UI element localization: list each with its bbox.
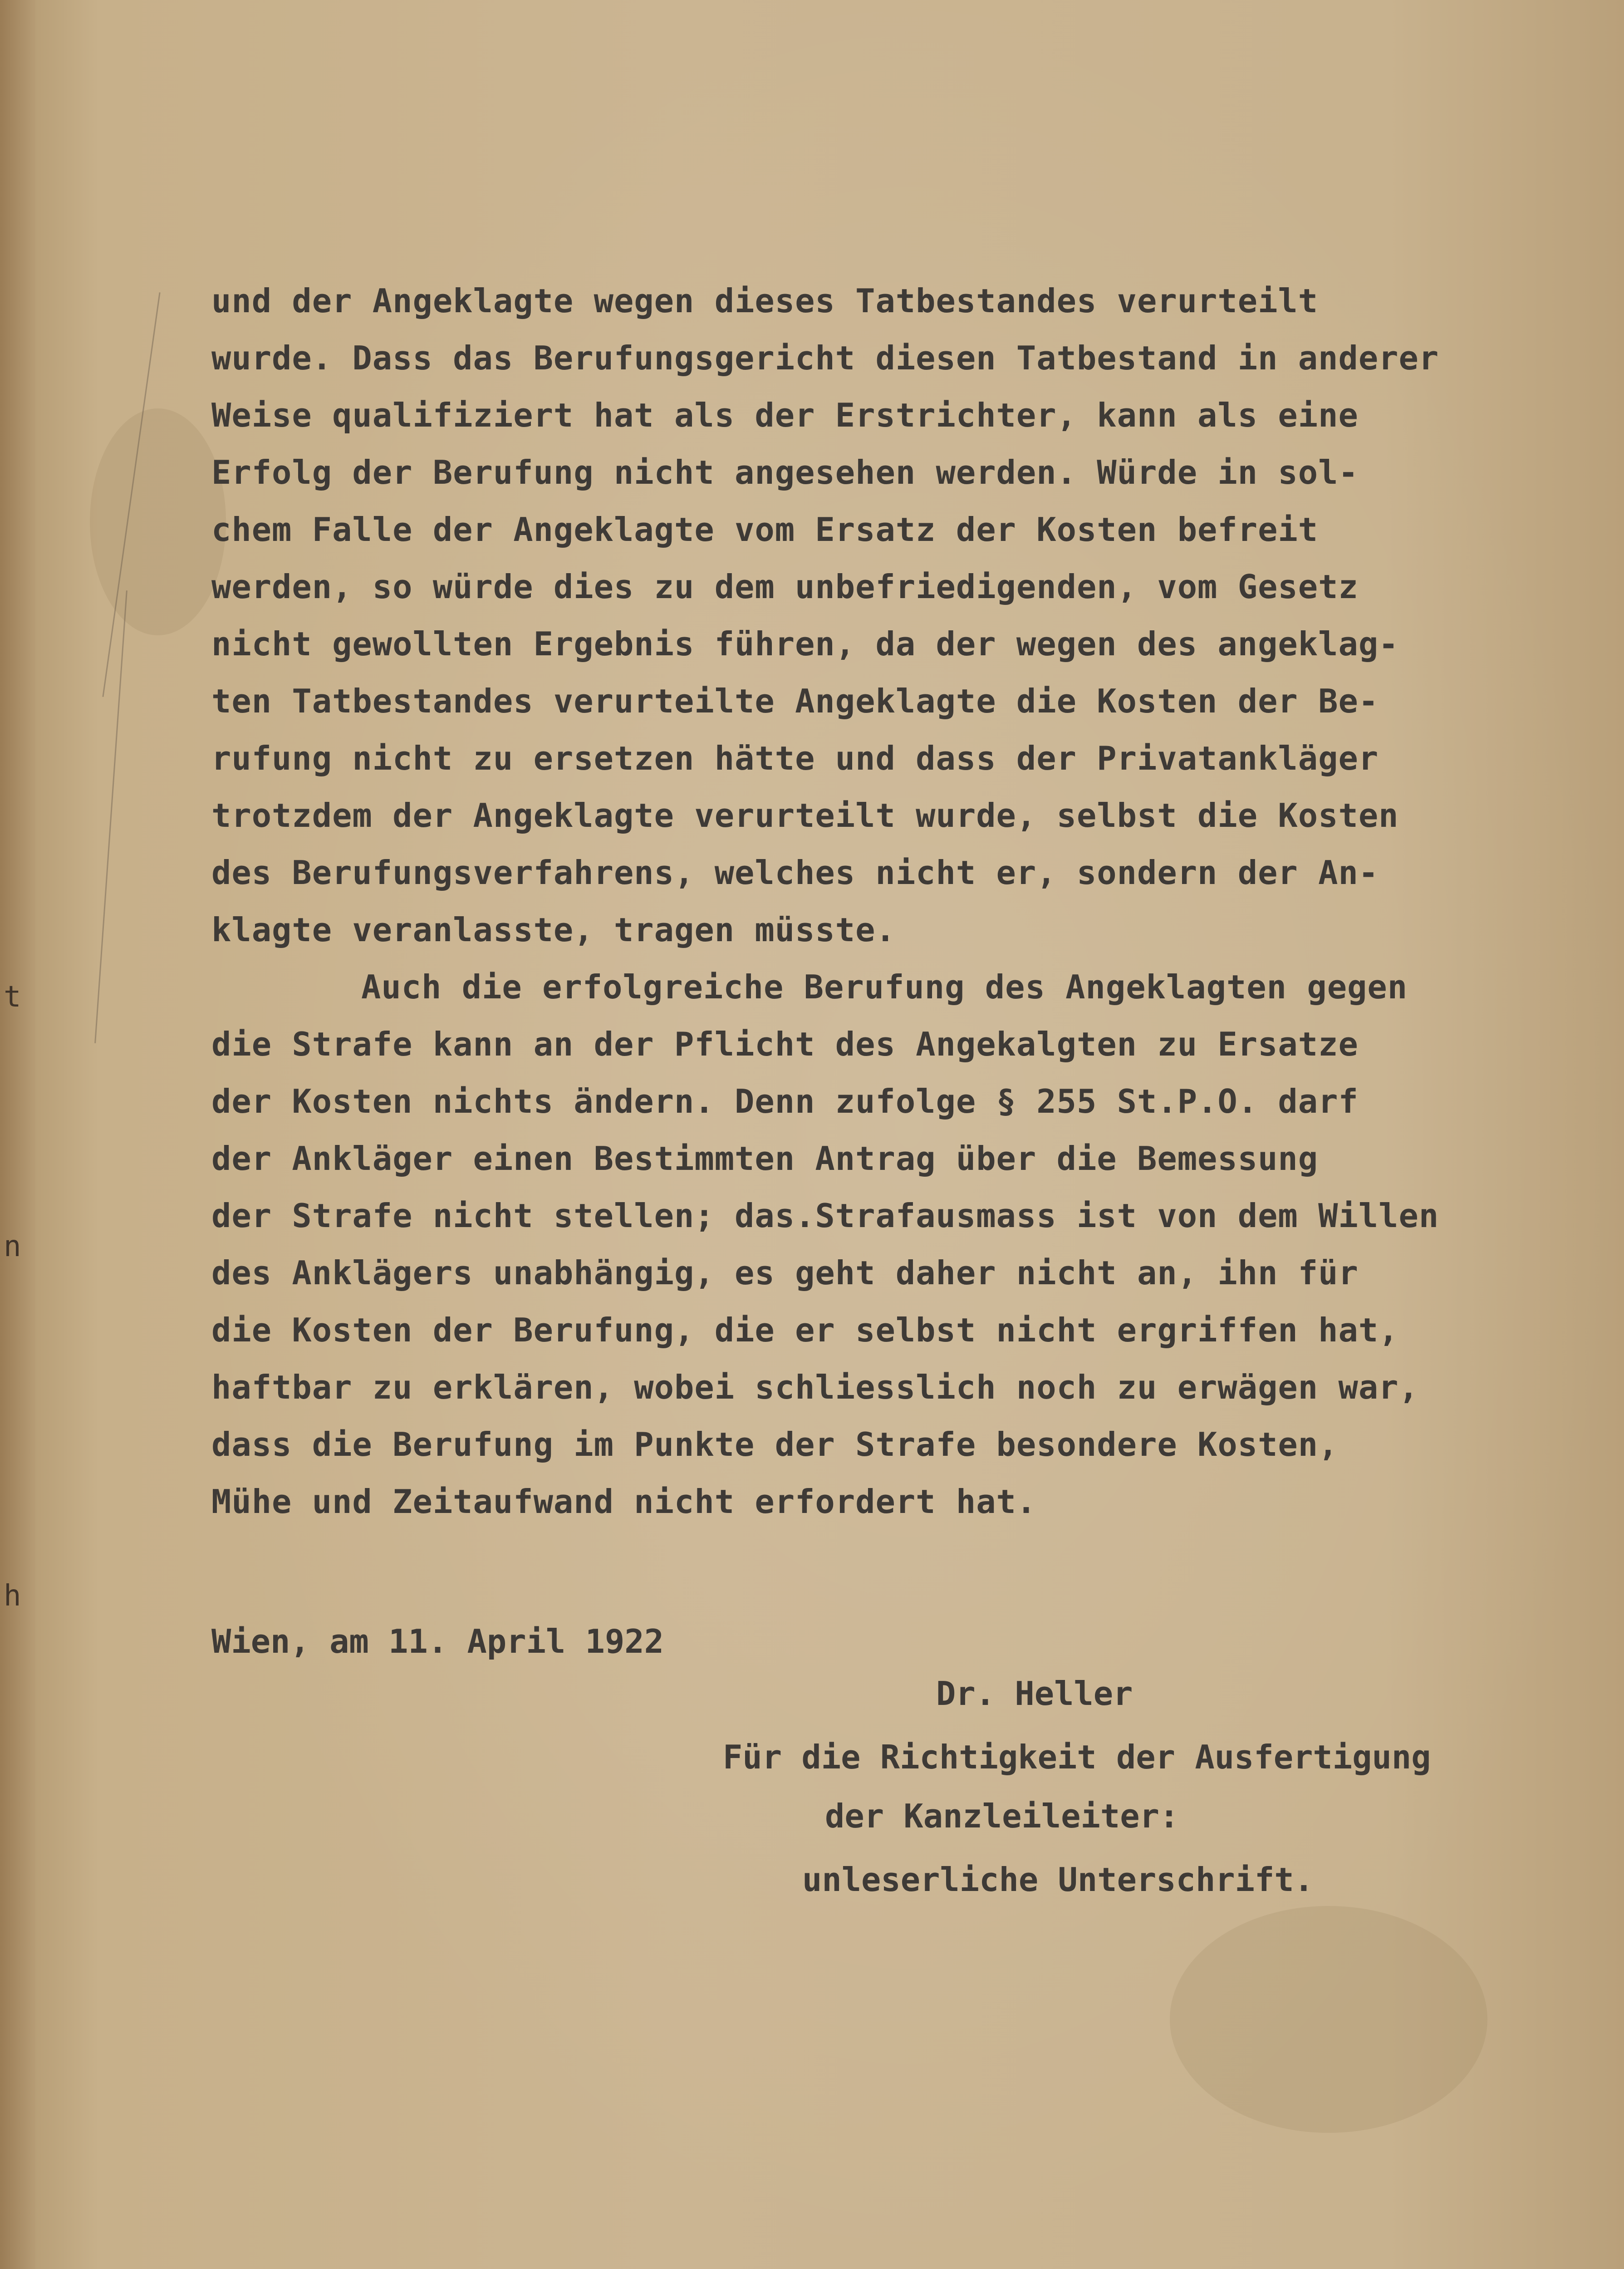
office-line: der Kanzleileiter:	[825, 1797, 1179, 1835]
body-line: der Ankläger einen Bestimmten Antrag über die Bemessung	[211, 1139, 1319, 1178]
paper-stain	[90, 408, 226, 635]
body-line: nicht gewollten Ergebnis führen, da der wegen des angeklag-	[211, 625, 1399, 663]
body-line: werden, so würde dies zu dem unbefriedigenden, vom Gesetz	[211, 568, 1359, 606]
body-line: ten Tatbestandes verurteilte Angeklagte die Kosten der Be-	[211, 682, 1379, 720]
body-line: die Strafe kann an der Pflicht des Angekalgten zu Ersatze	[211, 1025, 1359, 1063]
body-line: und der Angeklagte wegen dieses Tatbestandes verurteilt	[211, 282, 1319, 320]
body-line: der Strafe nicht stellen; das.Strafausmass ist von dem Willen	[211, 1197, 1439, 1235]
body-line: des Anklägers unabhängig, es geht daher nicht an, ihn für	[211, 1254, 1359, 1292]
pencil-mark	[94, 590, 128, 1043]
date-line: Wien, am 11. April 1922	[211, 1622, 664, 1660]
body-line: Weise qualifiziert hat als der Erstrichter, kann als eine	[211, 396, 1359, 434]
body-line: dass die Berufung im Punkte der Strafe besondere Kosten,	[211, 1425, 1339, 1464]
body-line: haftbar zu erklären, wobei schliesslich noch zu erwägen war,	[211, 1368, 1419, 1406]
previous-page-edge	[0, 0, 39, 2269]
body-line: Mühe und Zeitaufwand nicht erfordert hat.	[211, 1483, 1037, 1521]
prev-page-fragment: t	[4, 980, 21, 1014]
document-sheet	[35, 0, 1624, 2269]
body-line: Erfolg der Berufung nicht angesehen werden. Würde in sol-	[211, 453, 1359, 491]
body-line: klagte veranlasste, tragen müsste.	[211, 911, 896, 949]
paper-stain	[1170, 1906, 1487, 2133]
signature-note: unleserliche Unterschrift.	[802, 1861, 1314, 1899]
prev-page-fragment: n	[4, 1230, 21, 1263]
body-line: Auch die erfolgreiche Berufung des Angeklagten gegen	[361, 968, 1408, 1006]
body-line: rufung nicht zu ersetzen hätte und dass der Privatankläger	[211, 739, 1379, 777]
certification-line: Für die Richtigkeit der Ausfertigung	[723, 1738, 1431, 1776]
body-line: trotzdem der Angeklagte verurteilt wurde, selbst die Kosten	[211, 796, 1399, 835]
body-line: die Kosten der Berufung, die er selbst nicht ergriffen hat,	[211, 1311, 1399, 1349]
judge-name: Dr. Heller	[936, 1675, 1133, 1713]
body-line: chem Falle der Angeklagte vom Ersatz der Kosten befreit	[211, 511, 1319, 549]
body-line: wurde. Dass das Berufungsgericht diesen Tatbestand in anderer	[211, 339, 1439, 377]
body-line: der Kosten nichts ändern. Denn zufolge § 255 St.P.O. darf	[211, 1082, 1359, 1120]
body-line: des Berufungsverfahrens, welches nicht er, sondern der An-	[211, 854, 1379, 892]
document-body	[211, 272, 1550, 1530]
prev-page-fragment: h	[4, 1579, 21, 1613]
